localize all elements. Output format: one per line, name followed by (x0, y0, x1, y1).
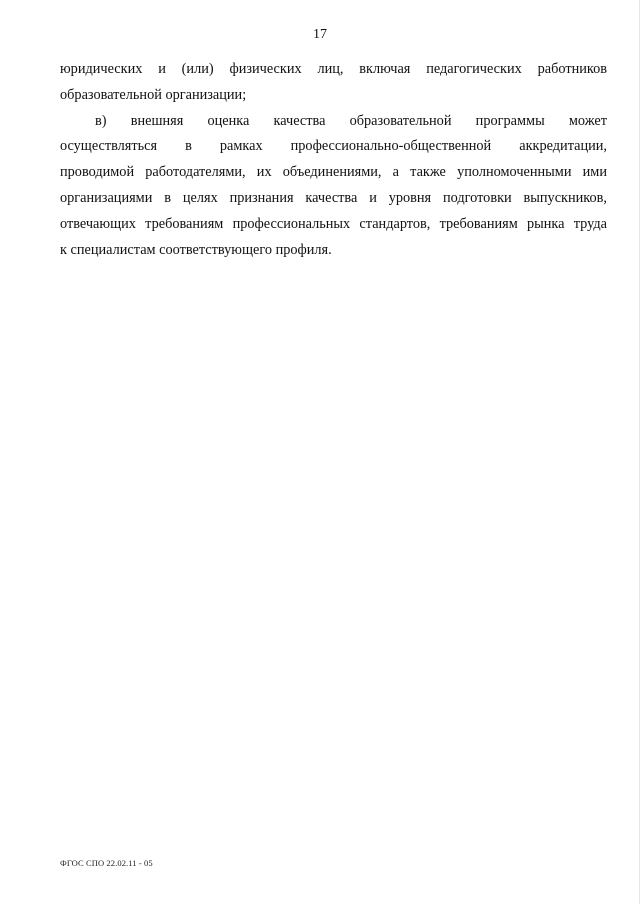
body-text (60, 57, 607, 263)
text-line: проводимой работодателями, их объединениями, а также уполномоченными ими (60, 164, 607, 181)
text-line: к специалистам соответствующего профиля. (60, 241, 332, 258)
page-number: 17 (313, 27, 327, 42)
text-line: образовательной организации; (60, 86, 247, 103)
paragraph-1 (60, 57, 607, 109)
paragraph-2 (60, 109, 607, 264)
text-line: юридических и (или) физических лиц, включая педагогических работников (60, 61, 607, 77)
text-line: организациями в целях признания качества и уровня подготовки выпускников, (60, 189, 607, 206)
text-line: осуществляться в рамках профессионально-общественной аккредитации, (60, 138, 607, 155)
text-line: в) внешняя оценка качества образовательной программы может (95, 112, 607, 129)
text-line: отвечающих требованиям профессиональных стандартов, требованиям рынка труда (60, 215, 607, 232)
document-code-footer: ФГОС СПО 22.02.11 - 05 (60, 858, 153, 868)
